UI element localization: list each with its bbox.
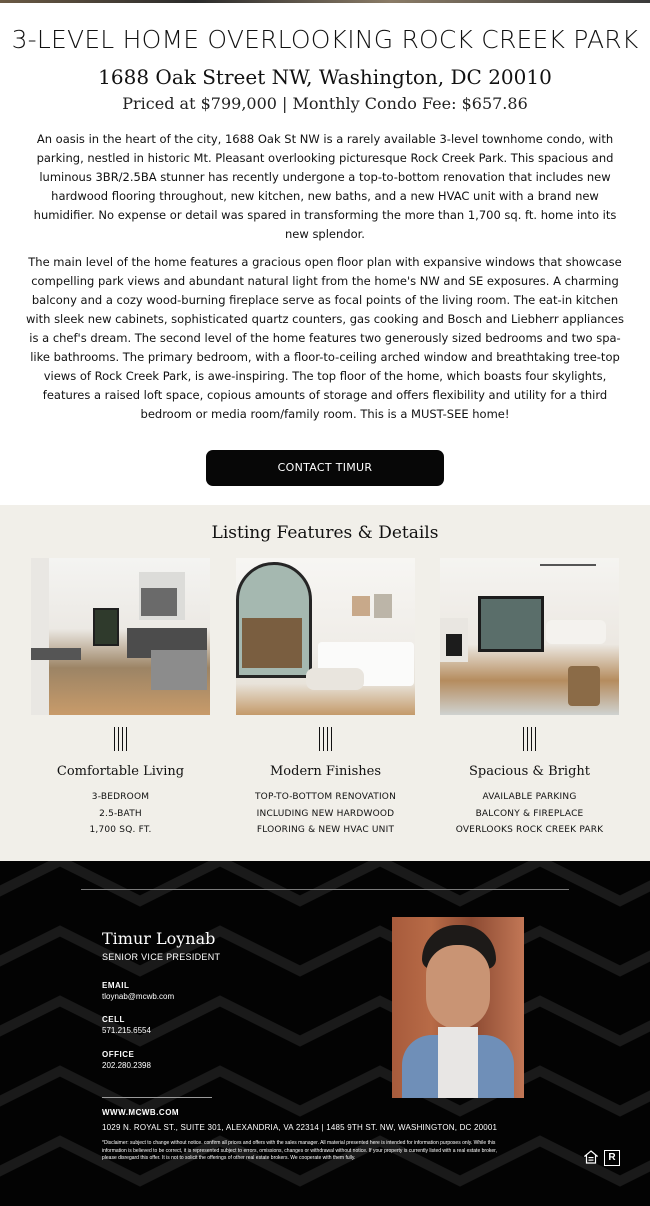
feature-card-title: Spacious & Bright [469, 764, 590, 779]
office-phone-link[interactable]: 202.280.2398 [102, 1061, 151, 1070]
feature-card-comfortable-living [31, 558, 210, 839]
agent-name: Timur Loynab [102, 929, 216, 948]
feature-card-modern-finishes [236, 558, 415, 839]
website-link[interactable]: WWW.MCWB.COM [102, 1108, 180, 1117]
footer-divider [81, 889, 569, 890]
listing-price: Priced at $799,000 | Monthly Condo Fee: $657.86 [122, 94, 528, 113]
feature-card-title: Comfortable Living [56, 764, 185, 779]
listing-description [25, 130, 625, 424]
living-room-photo [440, 558, 619, 715]
vertical-bars-icon [114, 727, 128, 751]
contact-timur-button[interactable]: CONTACT TIMUR [206, 450, 444, 486]
realtor-icon: R [604, 1150, 620, 1166]
agent-footer [0, 861, 650, 1206]
vertical-bars-icon [319, 727, 333, 751]
features-heading: Listing Features & Details [211, 523, 439, 543]
listing-address: 1688 Oak Street NW, Washington, DC 20010 [98, 65, 552, 89]
feature-detail: AVAILABLE PARKING [482, 792, 577, 802]
feature-card-title: Modern Finishes [270, 764, 381, 779]
feature-detail: 2.5-BATH [99, 808, 142, 819]
email-label: EMAIL [102, 981, 130, 990]
kitchen-photo [31, 558, 210, 715]
feature-detail: FLOORING & NEW HVAC UNIT [256, 825, 395, 835]
feature-detail: INCLUDING NEW HARDWOOD [256, 808, 395, 819]
listing-header [0, 3, 650, 115]
bedroom-photo [236, 558, 415, 715]
description-paragraph-2: The main level of the home features a gracious open floor plan with expansive windows that showcase compelling park views and abundant natural light from the home's NW and SE exposures. A charming balcony and a cozy wood-burning fireplace serve as focal points of the living room. The eat-in kitchen with sleek new cabinets, sophisticated quartz counters, gas cooking and Bosch and Liebherr appliances is a chef's dream. The second level of the home features two generously sized bedrooms and two spa-like bathrooms. The primary bedroom, with a floor-to-ceiling arched window and breathtaking tree-top views of Rock Creek Park, is awe-inspiring. The top floor of the home, which boasts four skylights, features a raised loft space, copious amounts of storage and offers flexibility and utility for a third bedroom or media room/family room. This is a MUST-SEE home! [26, 255, 624, 421]
cell-label: CELL [102, 1015, 125, 1024]
feature-detail: 1,700 SQ. FT. [89, 825, 152, 835]
feature-detail: OVERLOOKS ROCK CREEK PARK [455, 825, 604, 835]
footer-short-divider [102, 1097, 212, 1098]
agent-title: SENIOR VICE PRESIDENT [102, 952, 221, 962]
feature-detail: 3-BEDROOM [91, 792, 150, 802]
feature-detail: TOP-TO-BOTTOM RENOVATION [254, 792, 397, 802]
cell-phone-link[interactable]: 571.215.6554 [102, 1026, 151, 1035]
equal-housing-icon [584, 1150, 598, 1164]
feature-card-details [440, 789, 619, 839]
agent-headshot [392, 917, 524, 1098]
feature-detail: BALCONY & FIREPLACE [475, 808, 584, 819]
vertical-bars-icon [523, 727, 537, 751]
office-addresses: 1029 N. ROYAL ST., SUITE 301, ALEXANDRIA, VA 22314 | 1485 9TH ST. NW, WASHINGTON, DC 20001 [102, 1123, 498, 1132]
office-label: OFFICE [102, 1050, 135, 1059]
feature-card-spacious-bright [440, 558, 619, 839]
listing-title: 3-LEVEL HOME OVERLOOKING ROCK CREEK PARK [11, 25, 639, 54]
description-paragraph-1: An oasis in the heart of the city, 1688 Oak St NW is a rarely available 3-level townhome condo, with parking, nestled in historic Mt. Pleasant overlooking picturesque Rock Creek Park. This spacious and luminous 3BR/2.5BA stunner has recently undergone a top-to-bottom renovation that includes new hardwood flooring throughout, new kitchen, new baths, and a new HVAC unit with a brand new humidifier. No expense or detail was spared in transforming the more than 1,700 sq. ft. home into its new splendor. [33, 132, 617, 241]
features-section [0, 505, 650, 861]
email-link[interactable]: tloynab@mcwb.com [102, 992, 175, 1001]
feature-card-details [31, 789, 210, 839]
feature-card-details [236, 789, 415, 839]
disclaimer-text: *Disclaimer: subject to change without notice. confirm all prices and offers with the sales manager. All material presented here is intended for information purposes only. While this information is believed to be correct, it is represented subject to errors, omissions, changes or withdrawal without notice. If your property is currently listed with a real estate broker, please disregard this offer. It is not to solicit the offerings of other real estate brokers. We cooperate with them fully. [102, 1140, 497, 1161]
